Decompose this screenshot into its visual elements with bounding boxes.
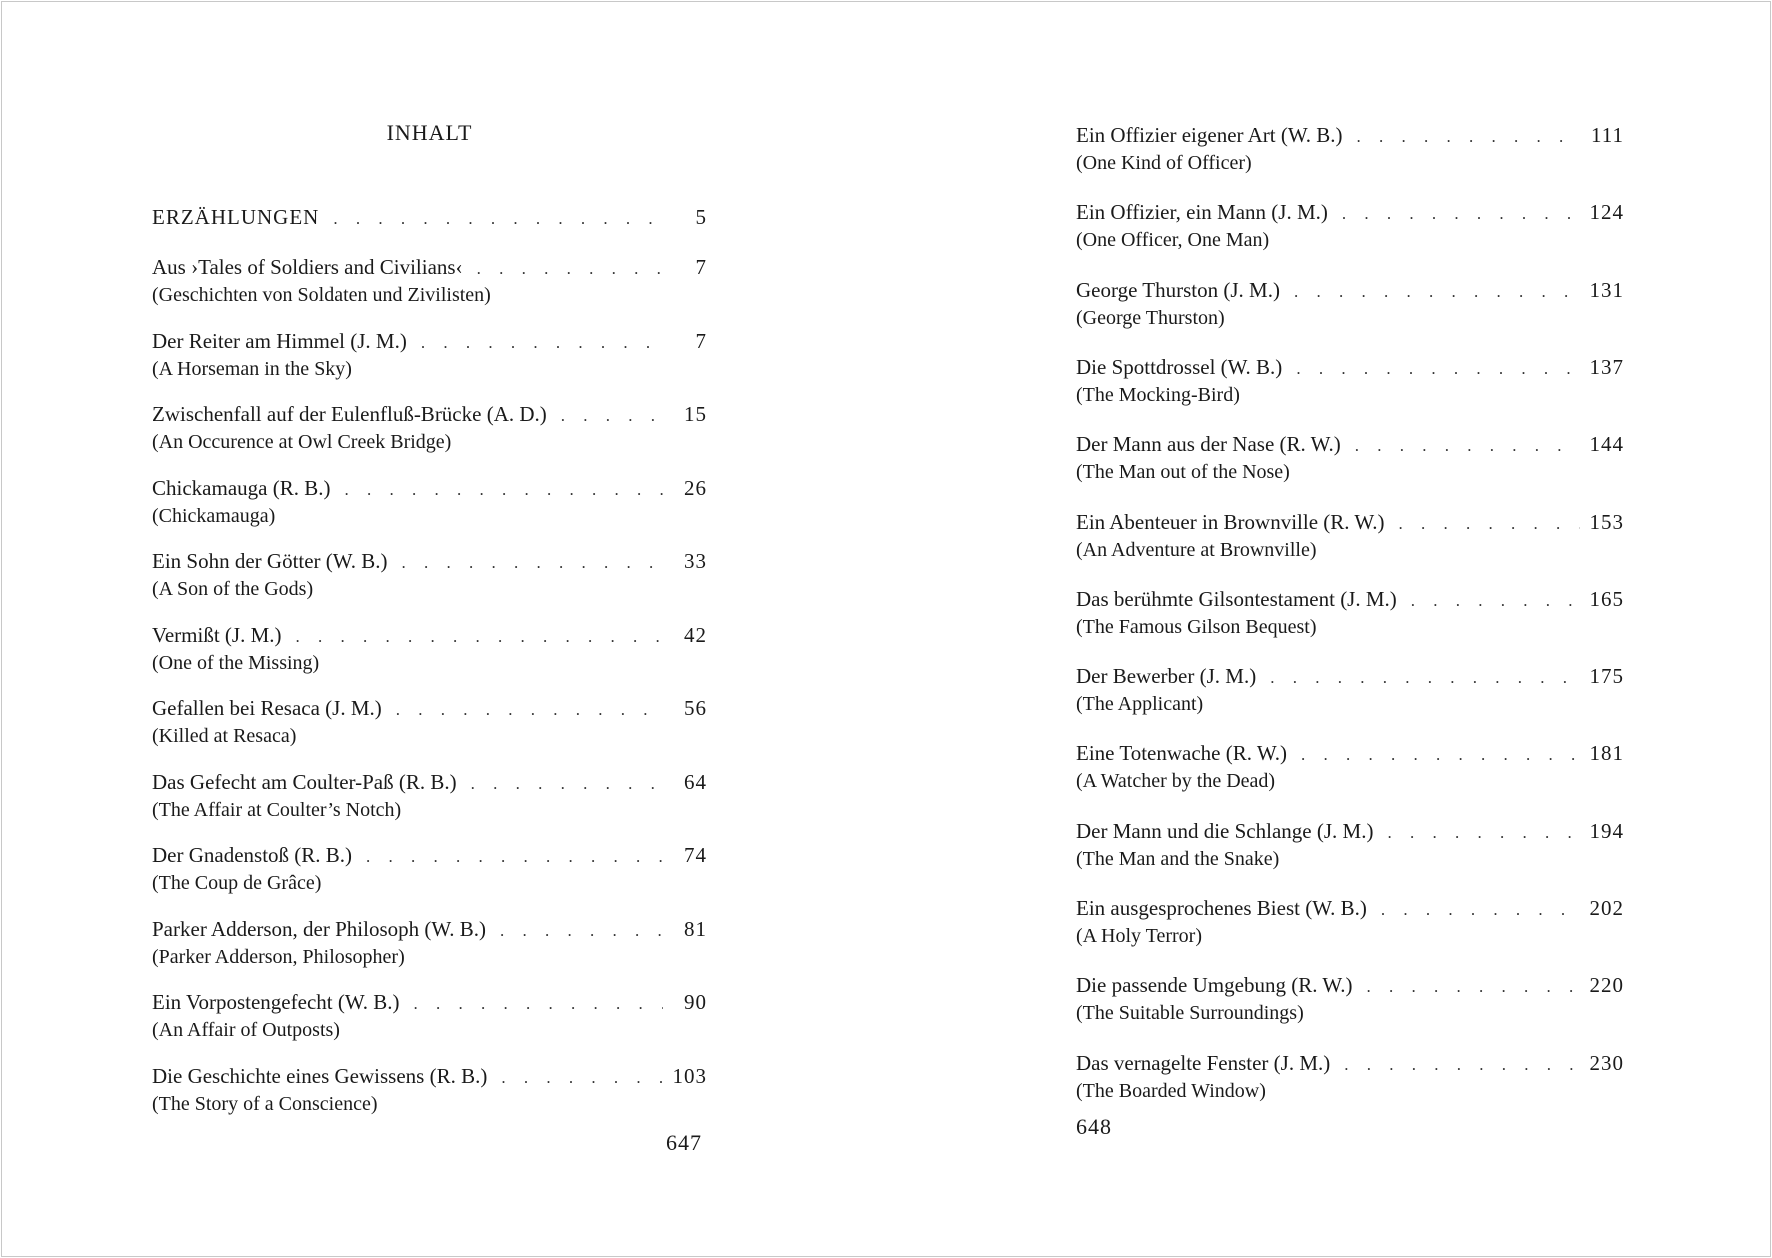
page-number: 165 bbox=[1589, 586, 1624, 611]
page-number: 144 bbox=[1589, 432, 1624, 457]
leader-dots bbox=[1301, 742, 1579, 768]
page-number: 64 bbox=[684, 769, 707, 794]
entry-subtitle: (The Applicant) bbox=[1076, 693, 1204, 716]
page-number: 194 bbox=[1589, 818, 1624, 843]
leader-dots bbox=[500, 918, 663, 944]
entry-title: Ein Vorpostengefecht (W. B.) bbox=[152, 990, 400, 1014]
entry-title: Das Gefecht am Coulter-Paß (R. B.) bbox=[152, 769, 457, 794]
entry-subtitle: (A Watcher by the Dead) bbox=[1076, 770, 1276, 793]
page-number: 124 bbox=[1589, 200, 1624, 225]
leader-dots bbox=[1270, 665, 1579, 691]
leader-dots bbox=[1357, 124, 1581, 150]
entry-title: Ein Offizier eigener Art (W. B.) bbox=[1076, 123, 1343, 147]
entry-title: Aus ›Tales of Soldiers and Civilians‹ bbox=[152, 255, 463, 279]
toc-entry bbox=[1076, 740, 1624, 794]
leader-dots bbox=[396, 697, 663, 723]
page-number: 74 bbox=[684, 843, 707, 867]
toc-entry bbox=[1076, 509, 1624, 563]
leader-dots bbox=[1399, 511, 1580, 537]
entry-subtitle: (A Son of the Gods) bbox=[152, 578, 314, 600]
leader-dots bbox=[401, 550, 663, 576]
entry-subtitle: (The Suitable Surroundings) bbox=[1076, 1002, 1304, 1025]
page-number: 81 bbox=[684, 916, 707, 941]
page-number: 15 bbox=[684, 402, 707, 426]
page-number: 230 bbox=[1589, 1050, 1624, 1075]
page-number: 56 bbox=[684, 696, 707, 720]
leader-dots bbox=[471, 771, 663, 797]
entry-title: Ein Abenteuer in Brownville (R. W.) bbox=[1076, 509, 1385, 534]
leader-dots bbox=[333, 206, 663, 232]
folio: 648 bbox=[1076, 1114, 1112, 1139]
page-number: 137 bbox=[1589, 354, 1624, 379]
entry-title: George Thurston (J. M.) bbox=[1076, 277, 1280, 302]
toc-entry bbox=[152, 989, 707, 1043]
entry-subtitle: (The Man out of the Nose) bbox=[1076, 461, 1290, 484]
leader-dots bbox=[296, 624, 664, 650]
entry-subtitle: (George Thurston) bbox=[1076, 306, 1225, 329]
page-number: 5 bbox=[695, 205, 707, 229]
entry-title: Der Reiter am Himmel (J. M.) bbox=[152, 328, 407, 353]
entry-title: Ein Sohn der Götter (W. B.) bbox=[152, 549, 388, 573]
entry-subtitle: (The Coup de Grâce) bbox=[152, 872, 322, 894]
toc-entry bbox=[1076, 122, 1624, 176]
leader-dots bbox=[1411, 588, 1580, 614]
entry-subtitle: (One Kind of Officer) bbox=[1076, 152, 1252, 174]
section-heading bbox=[152, 204, 707, 232]
page-number: 26 bbox=[684, 475, 707, 500]
toc-entry bbox=[152, 1063, 707, 1117]
page-number: 103 bbox=[672, 1063, 707, 1088]
toc-entry bbox=[152, 475, 707, 529]
page-number: 153 bbox=[1589, 509, 1624, 534]
entry-subtitle: (One Officer, One Man) bbox=[1076, 229, 1270, 252]
entry-subtitle: (The Famous Gilson Bequest) bbox=[1076, 615, 1317, 638]
entry-title: Das vernagelte Fenster (J. M.) bbox=[1076, 1050, 1331, 1075]
entry-subtitle: (The Mocking-Bird) bbox=[1076, 383, 1240, 406]
page-number: 7 bbox=[695, 255, 707, 279]
leader-dots bbox=[1342, 201, 1580, 227]
page-number: 7 bbox=[695, 328, 707, 353]
toc-entry bbox=[152, 401, 707, 455]
toc-entry bbox=[152, 254, 707, 308]
leader-dots bbox=[1294, 279, 1580, 305]
page-number: 33 bbox=[684, 549, 707, 573]
toc-entry bbox=[1076, 818, 1624, 872]
leader-dots bbox=[1344, 1052, 1579, 1078]
toc-entry bbox=[1076, 663, 1624, 717]
entry-subtitle: (One of the Missing) bbox=[152, 651, 320, 674]
entry-title: Vermißt (J. M.) bbox=[152, 622, 282, 647]
page-number: 42 bbox=[684, 622, 707, 647]
entry-title: Parker Adderson, der Philosoph (W. B.) bbox=[152, 916, 487, 941]
entry-title: Der Mann und die Schlange (J. M.) bbox=[1076, 818, 1374, 843]
entry-subtitle: (Killed at Resaca) bbox=[152, 725, 297, 747]
entry-subtitle: (Geschichten von Soldaten und Zivilisten) bbox=[152, 284, 491, 306]
page-number: 111 bbox=[1591, 123, 1624, 147]
entry-title: Gefallen bei Resaca (J. M.) bbox=[152, 696, 382, 720]
page-number: 181 bbox=[1589, 741, 1624, 766]
entry-subtitle: (An Affair of Outposts) bbox=[152, 1019, 340, 1041]
toc-entry bbox=[1076, 895, 1624, 949]
leader-dots bbox=[1366, 974, 1579, 1000]
page-number: 220 bbox=[1589, 973, 1624, 998]
entry-title: Der Gnadenstoß (R. B.) bbox=[152, 843, 353, 867]
leader-dots bbox=[344, 477, 663, 503]
entry-subtitle: (The Man and the Snake) bbox=[1076, 847, 1280, 870]
page-number: 131 bbox=[1589, 277, 1624, 302]
leader-dots bbox=[366, 844, 663, 870]
entry-title: Zwischenfall auf der Eulenfluß-Brücke (A. D.) bbox=[152, 402, 547, 426]
entry-subtitle: (The Boarded Window) bbox=[1076, 1079, 1266, 1102]
toc-entry bbox=[1076, 972, 1624, 1026]
entry-subtitle: (The Story of a Conscience) bbox=[152, 1092, 378, 1115]
folio: 647 bbox=[666, 1130, 702, 1155]
leader-dots bbox=[1296, 356, 1579, 382]
toc-entry bbox=[1076, 586, 1624, 640]
entry-title: Die Geschichte eines Gewissens (R. B.) bbox=[152, 1063, 488, 1088]
entry-title: Ein ausgesprochenes Biest (W. B.) bbox=[1076, 896, 1367, 920]
leader-dots bbox=[501, 1065, 662, 1091]
toc-entry bbox=[1076, 354, 1624, 408]
leader-dots bbox=[421, 330, 663, 356]
entry-subtitle: (A Holy Terror) bbox=[1076, 925, 1202, 947]
entry-title: Die passende Umgebung (R. W.) bbox=[1076, 973, 1353, 998]
page-number: 175 bbox=[1589, 664, 1624, 689]
toc-entry bbox=[152, 916, 707, 970]
leader-dots bbox=[414, 991, 664, 1017]
entry-subtitle: (An Occurence at Owl Creek Bridge) bbox=[152, 431, 452, 453]
entry-subtitle: (The Affair at Coulter’s Notch) bbox=[152, 798, 402, 821]
toc-entry bbox=[1076, 431, 1624, 485]
page-number: 90 bbox=[684, 990, 707, 1014]
toc-entry bbox=[1076, 199, 1624, 253]
entry-subtitle: (A Horseman in the Sky) bbox=[152, 357, 352, 380]
page-title: INHALT bbox=[386, 120, 473, 145]
entry-subtitle: (Chickamauga) bbox=[152, 504, 276, 527]
toc-entry bbox=[152, 695, 707, 749]
page-number: 202 bbox=[1589, 896, 1624, 920]
entry-title: Chickamauga (R. B.) bbox=[152, 475, 331, 500]
leader-dots bbox=[561, 403, 663, 429]
leader-dots bbox=[1387, 820, 1579, 846]
toc-entry bbox=[1076, 1050, 1624, 1104]
toc-entry bbox=[152, 842, 707, 896]
leader-dots bbox=[1355, 433, 1580, 459]
toc-entry bbox=[152, 622, 707, 676]
toc-entry bbox=[152, 769, 707, 823]
entry-title: Der Mann aus der Nase (R. W.) bbox=[1076, 432, 1341, 457]
toc-entry bbox=[152, 328, 707, 382]
entry-title: Das berühmte Gilsontestament (J. M.) bbox=[1076, 586, 1397, 611]
entry-title: Ein Offizier, ein Mann (J. M.) bbox=[1076, 200, 1328, 225]
leader-dots bbox=[1381, 897, 1580, 923]
toc-entry bbox=[1076, 277, 1624, 331]
section-label: ERZÄHLUNGEN bbox=[152, 205, 320, 229]
entry-subtitle: (An Adventure at Brownville) bbox=[1076, 538, 1317, 561]
toc-entry bbox=[152, 548, 707, 602]
book-spread bbox=[1, 1, 1771, 1257]
entry-subtitle: (Parker Adderson, Philosopher) bbox=[152, 945, 405, 968]
entry-title: Eine Totenwache (R. W.) bbox=[1076, 741, 1288, 766]
entry-title: Die Spottdrossel (W. B.) bbox=[1076, 354, 1283, 379]
entry-title: Der Bewerber (J. M.) bbox=[1076, 664, 1257, 689]
leader-dots bbox=[477, 256, 663, 282]
